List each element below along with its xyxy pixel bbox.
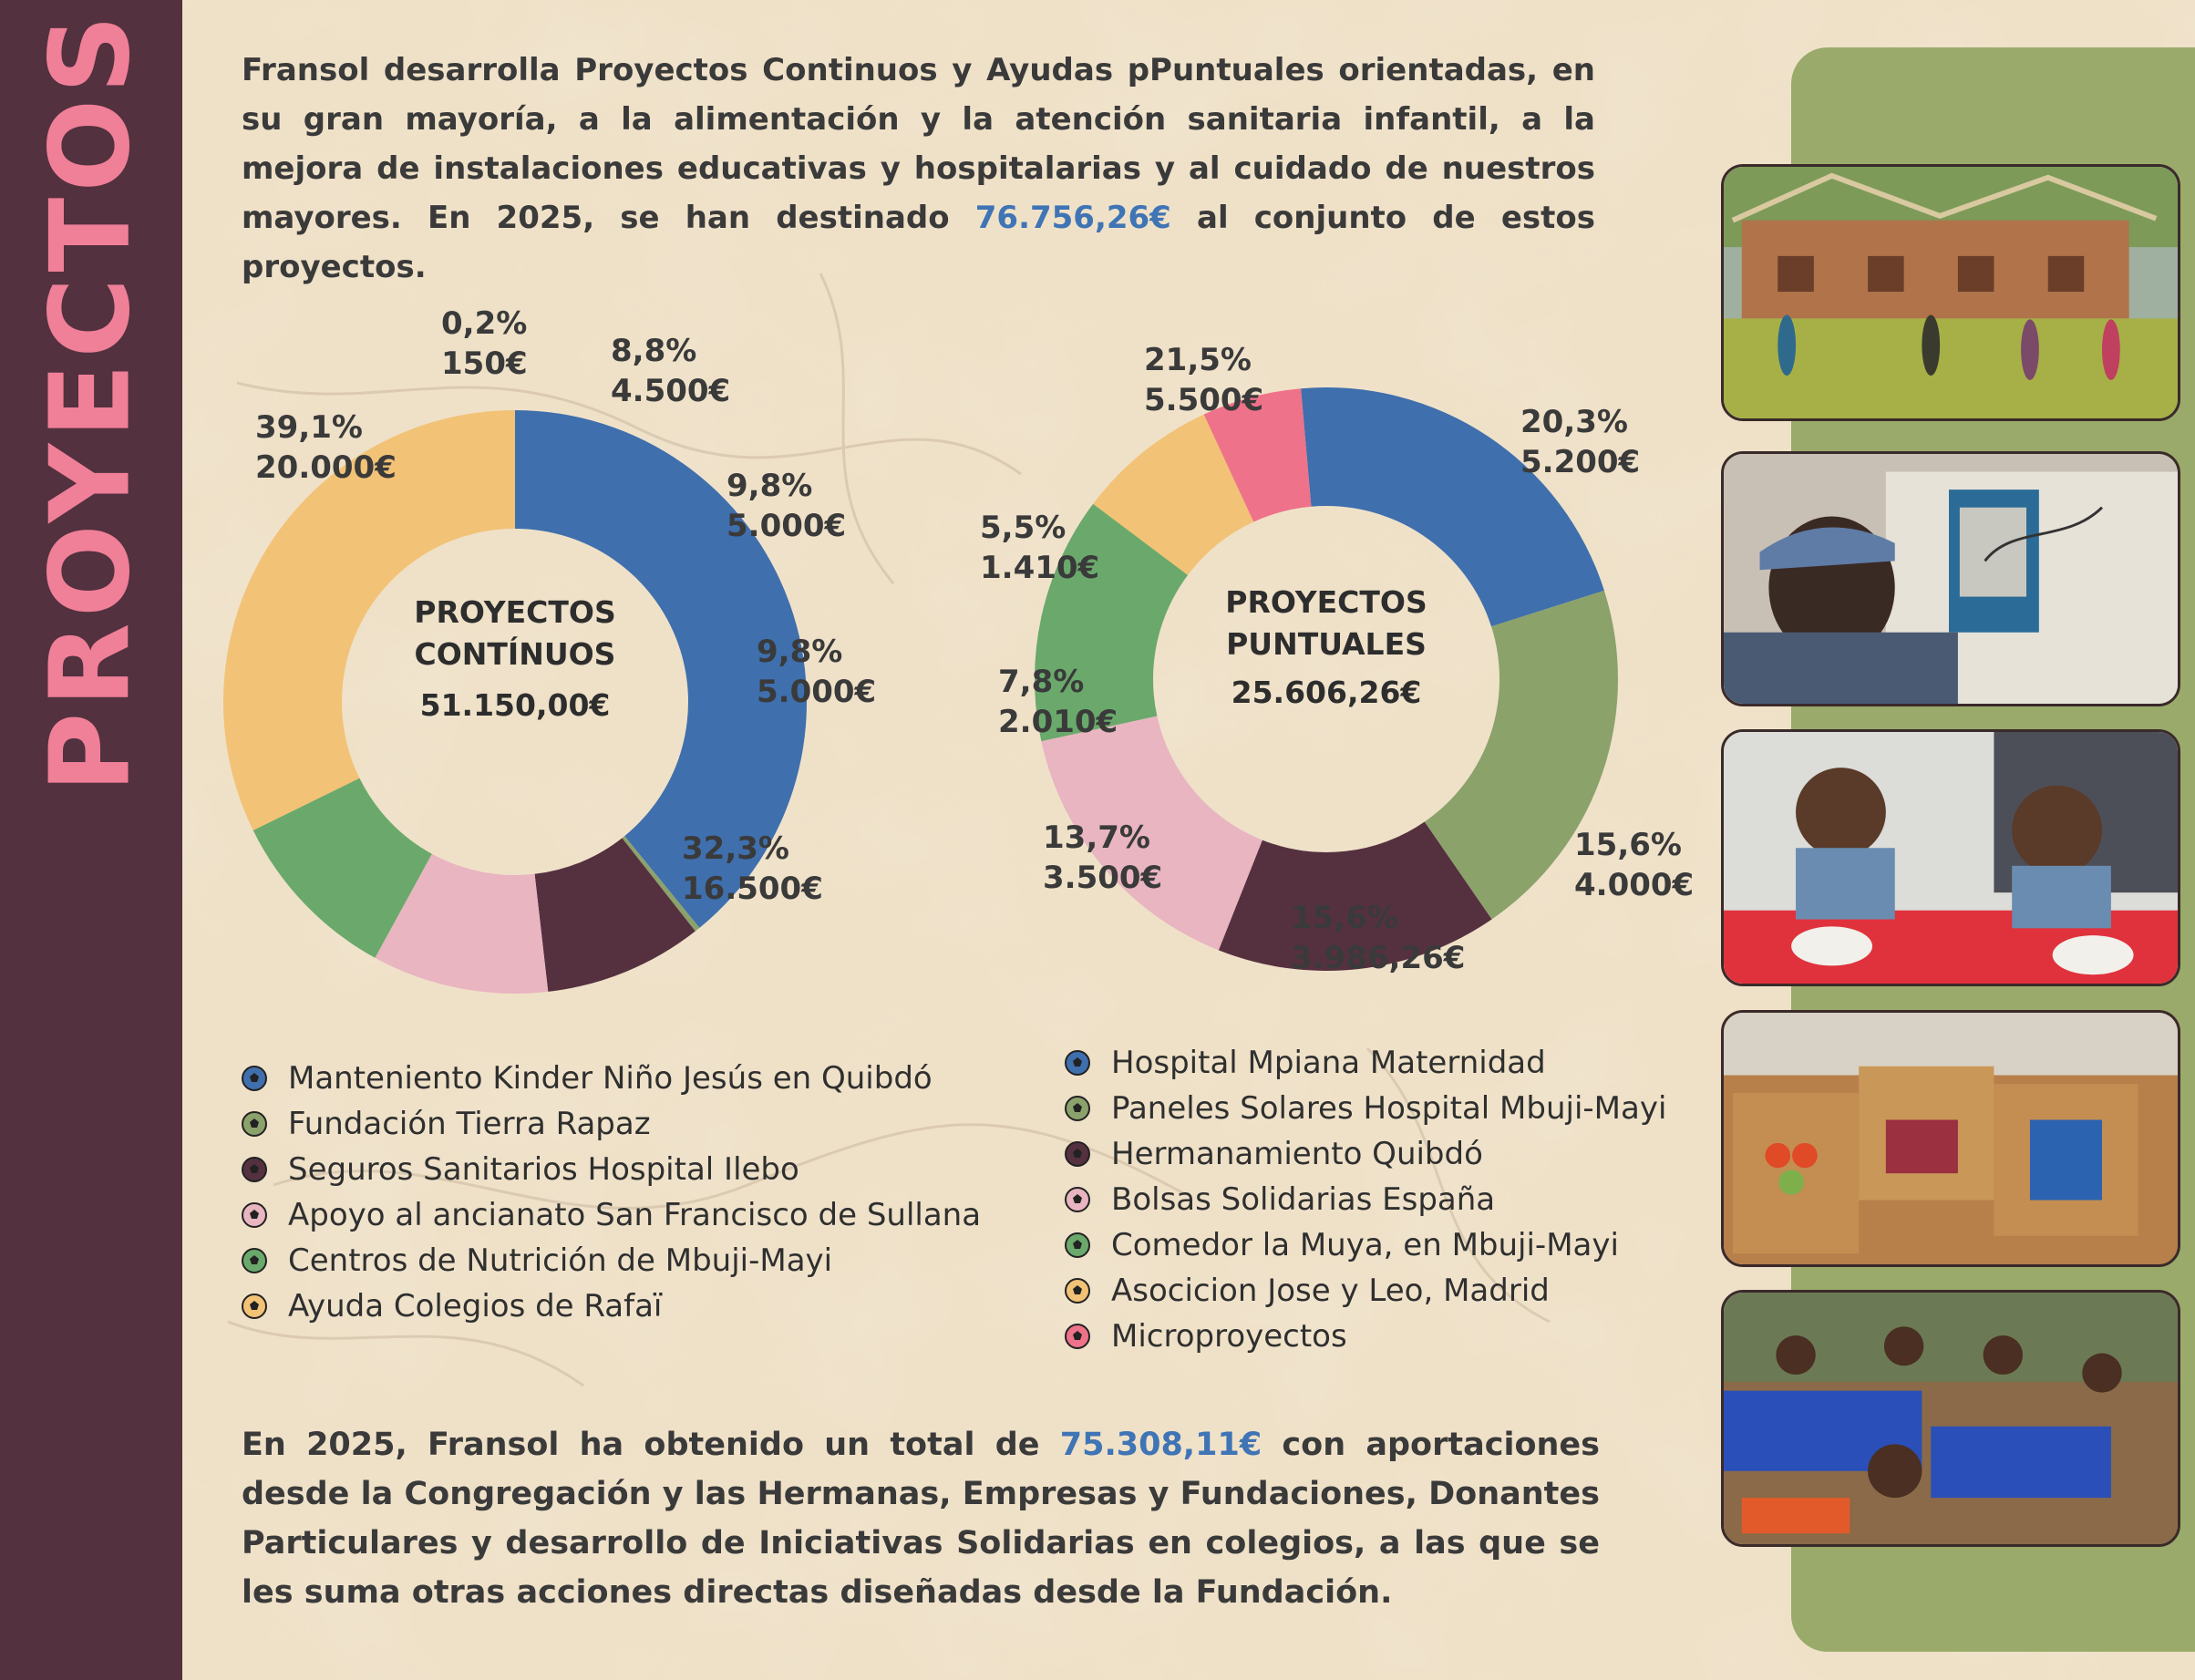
donut-chart-1 [223, 305, 876, 994]
slice-percent-label: 15,6% [1291, 900, 1398, 936]
slice-amount-label: 1.410€ [980, 550, 1100, 586]
legend-label: Apoyo al ancianato San Francisco de Sullana [288, 1197, 982, 1233]
slice-percent-label: 13,7% [1043, 819, 1150, 856]
legend-item [1065, 1086, 1666, 1131]
legend-label: Microproyectos [1111, 1318, 1347, 1355]
soccer-ball-icon [242, 1293, 267, 1319]
slice-percent-label: 15,6% [1574, 827, 1682, 863]
slice-amount-label: 3.500€ [1043, 860, 1163, 896]
slice-amount-label: 5.000€ [757, 674, 877, 710]
legend-item [1065, 1040, 1666, 1086]
legend-item [242, 1101, 981, 1147]
slice-percent-label: 9,8% [727, 468, 813, 504]
soccer-ball-icon [1065, 1141, 1090, 1167]
donut-center-total: 25.606,26€ [1231, 675, 1422, 710]
legend-label: Asocicion Jose y Leo, Madrid [1111, 1273, 1550, 1309]
legend-item [242, 1056, 981, 1101]
slice-amount-label: 4.500€ [611, 373, 731, 409]
soccer-ball-icon [242, 1202, 267, 1228]
soccer-ball-icon [1065, 1232, 1090, 1258]
slice-amount-label: 5.200€ [1520, 444, 1641, 480]
slice-amount-label: 2.010€ [998, 704, 1118, 740]
legend-item [1065, 1177, 1666, 1222]
donut-center-total: 51.150,00€ [419, 687, 611, 723]
legend-label: Hospital Mpiana Maternidad [1111, 1045, 1546, 1081]
slice-percent-label: 39,1% [255, 409, 363, 446]
donut-chart-2 [980, 342, 1694, 976]
slice-percent-label: 0,2% [441, 305, 528, 342]
soccer-ball-icon [1065, 1278, 1090, 1304]
legend-proyectos-puntuales [1065, 1040, 1666, 1359]
slice-amount-label: 5.500€ [1144, 382, 1264, 418]
slice-data-label [1574, 827, 1694, 903]
legend-label: Hermanamiento Quibdó [1111, 1136, 1483, 1172]
soccer-ball-icon [1065, 1187, 1090, 1212]
slice-amount-label: 3.986,26€ [1291, 940, 1466, 976]
legend-item [242, 1283, 981, 1329]
slice-percent-label: 21,5% [1144, 342, 1252, 378]
legend-label: Manteniento Kinder Niño Jesús en Quibdó [288, 1060, 933, 1097]
slice-amount-label: 4.000€ [1574, 867, 1695, 903]
slice-data-label [1144, 342, 1263, 418]
slice-amount-label: 5.000€ [727, 508, 847, 544]
soccer-ball-icon [1065, 1096, 1090, 1121]
legend-item [242, 1192, 981, 1238]
legend-label: Paneles Solares Hospital Mbuji-Mayi [1111, 1090, 1667, 1127]
donut-center-title: PUNTUALES [1226, 626, 1427, 662]
legend-proyectos-continuos [242, 1056, 981, 1329]
slice-percent-label: 20,3% [1520, 404, 1628, 440]
donut-center-title: CONTÍNUOS [414, 636, 616, 672]
legend-label: Centros de Nutrición de Mbuji-Mayi [288, 1242, 833, 1279]
legend-label: Comedor la Muya, en Mbuji-Mayi [1111, 1227, 1619, 1263]
legend-label: Ayuda Colegios de Rafaï [288, 1288, 663, 1324]
legend-item [242, 1147, 981, 1192]
legend-item [1065, 1268, 1666, 1314]
outro-amount: 75.308,11€ [1059, 1427, 1262, 1463]
outro-paragraph [242, 1420, 1600, 1617]
legend-item [1065, 1222, 1666, 1268]
soccer-ball-icon [242, 1157, 267, 1182]
legend-label: Fundación Tierra Rapaz [288, 1106, 651, 1142]
slice-percent-label: 7,8% [998, 664, 1085, 700]
slice-percent-label: 8,8% [611, 333, 697, 369]
sidebar-title: PROYECTOS [27, 9, 155, 793]
intro-text-after: al conjunto de estos proyectos. [242, 200, 1595, 285]
outro-text-before: En 2025, Fransol ha obtenido un total de [242, 1427, 1060, 1463]
intro-amount: 76.756,26€ [974, 200, 1171, 236]
slice-data-label [1520, 404, 1640, 480]
slice-amount-label: 16.500€ [682, 871, 823, 907]
slice-data-label [441, 305, 528, 382]
donut-center-title: PROYECTOS [414, 594, 616, 630]
legend-label: Seguros Sanitarios Hospital Ilebo [288, 1151, 799, 1188]
intro-text-before: Fransol desarrolla Proyectos Continuos y Ayudas pPuntuales orientadas, en su gran mayoría, a la alimentación y la atención sanitaria infantil, a la mejora de instalaciones educativas y hospitalarias y al cuidado de nuestros mayores. En 2025, se han destinado [242, 52, 1595, 236]
legend-item [1065, 1131, 1666, 1177]
slice-percent-label: 32,3% [682, 830, 789, 867]
slice-amount-label: 150€ [441, 345, 528, 382]
slice-amount-label: 20.000€ [255, 449, 397, 486]
soccer-ball-icon [242, 1111, 267, 1137]
slice-percent-label: 9,8% [757, 634, 843, 670]
legend-item [1065, 1314, 1666, 1359]
soccer-ball-icon [1065, 1050, 1090, 1076]
outro-text-after: con aportaciones desde la Congregación y las Hermanas, Empresas y Fundaciones, Donantes Particulares y desarrollo de Iniciativas Solidarias en colegios, a las que se les suma otras acciones directas diseñadas desde la Fundación. [242, 1427, 1600, 1611]
legend-label: Bolsas Solidarias España [1111, 1181, 1496, 1218]
soccer-ball-icon [242, 1248, 267, 1273]
donut-center-title: PROYECTOS [1225, 584, 1427, 620]
soccer-ball-icon [242, 1066, 267, 1091]
slice-data-label [611, 333, 730, 409]
slice-percent-label: 5,5% [980, 510, 1067, 546]
slice-data-label [727, 468, 846, 544]
soccer-ball-icon [1065, 1324, 1090, 1349]
legend-item [242, 1238, 981, 1283]
